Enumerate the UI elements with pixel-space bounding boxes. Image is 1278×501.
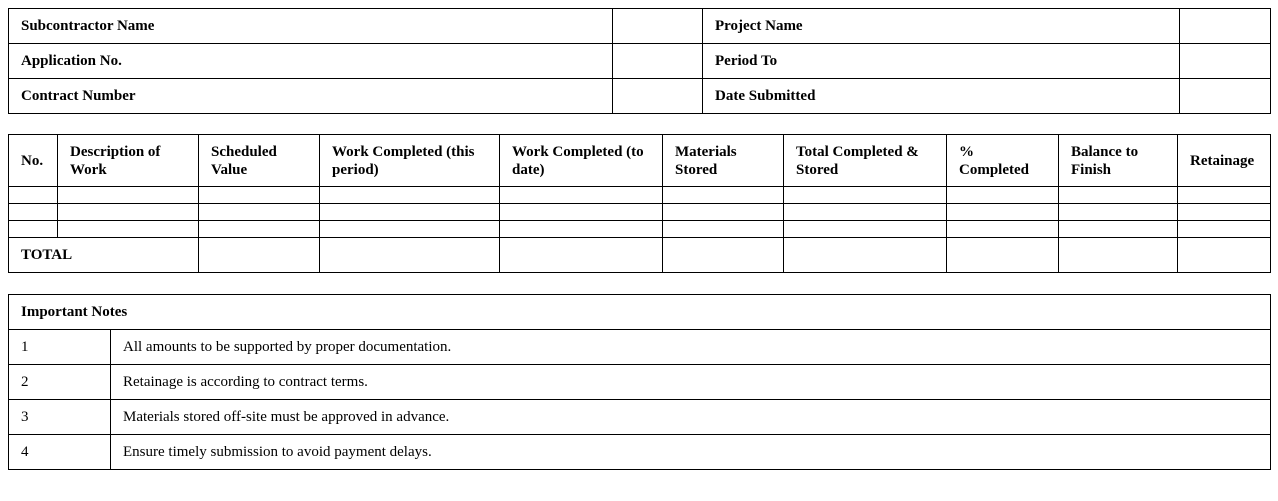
- table-cell[interactable]: [9, 187, 58, 204]
- table-cell[interactable]: [58, 204, 199, 221]
- column-header-work-completed-to-date: Work Completed (to date): [500, 135, 663, 187]
- header-row: [9, 9, 1271, 44]
- application-no-field[interactable]: [613, 44, 703, 79]
- table-cell[interactable]: [1059, 187, 1178, 204]
- note-number: 4: [9, 435, 111, 470]
- header-row: [9, 79, 1271, 114]
- date-submitted-field[interactable]: [1180, 79, 1271, 114]
- table-cell[interactable]: [784, 187, 947, 204]
- column-header-scheduled-value: Scheduled Value: [199, 135, 320, 187]
- table-cell[interactable]: [320, 221, 500, 238]
- table-cell[interactable]: [1059, 204, 1178, 221]
- subcontractor-name-label: Subcontractor Name: [9, 9, 613, 44]
- total-completed-stored[interactable]: [784, 238, 947, 273]
- table-cell[interactable]: [199, 204, 320, 221]
- note-number: 3: [9, 400, 111, 435]
- table-cell[interactable]: [199, 221, 320, 238]
- table-row: [9, 204, 1271, 221]
- table-cell[interactable]: [784, 221, 947, 238]
- note-text: Ensure timely submission to avoid payment delays.: [111, 435, 1271, 470]
- column-header-balance-to-finish: Balance to Finish: [1059, 135, 1178, 187]
- table-cell[interactable]: [500, 221, 663, 238]
- table-cell[interactable]: [58, 187, 199, 204]
- table-row: [9, 187, 1271, 204]
- contract-number-label: Contract Number: [9, 79, 613, 114]
- notes-table: [8, 294, 1271, 470]
- table-cell[interactable]: [320, 187, 500, 204]
- total-work-completed-to-date[interactable]: [500, 238, 663, 273]
- application-no-label: Application No.: [9, 44, 613, 79]
- column-header-percent-completed: % Completed: [947, 135, 1059, 187]
- note-text: All amounts to be supported by proper documentation.: [111, 330, 1271, 365]
- column-header-work-completed-period: Work Completed (this period): [320, 135, 500, 187]
- note-text: Materials stored off-site must be approved in advance.: [111, 400, 1271, 435]
- table-cell[interactable]: [663, 204, 784, 221]
- total-balance-to-finish[interactable]: [1059, 238, 1178, 273]
- table-cell[interactable]: [947, 221, 1059, 238]
- table-cell[interactable]: [663, 221, 784, 238]
- table-cell[interactable]: [663, 187, 784, 204]
- total-scheduled-value[interactable]: [199, 238, 320, 273]
- total-label: TOTAL: [9, 238, 199, 273]
- column-header-description: Description of Work: [58, 135, 199, 187]
- notes-title-row: [9, 295, 1271, 330]
- table-cell[interactable]: [320, 204, 500, 221]
- work-table-header-row: [9, 135, 1271, 187]
- table-cell[interactable]: [199, 187, 320, 204]
- header-row: [9, 44, 1271, 79]
- column-header-retainage: Retainage: [1178, 135, 1271, 187]
- table-cell[interactable]: [9, 204, 58, 221]
- table-cell[interactable]: [500, 204, 663, 221]
- date-submitted-label: Date Submitted: [703, 79, 1180, 114]
- notes-title: Important Notes: [9, 295, 1271, 330]
- contract-number-field[interactable]: [613, 79, 703, 114]
- table-cell[interactable]: [947, 187, 1059, 204]
- table-cell[interactable]: [1178, 221, 1271, 238]
- period-to-label: Period To: [703, 44, 1180, 79]
- total-work-completed-period[interactable]: [320, 238, 500, 273]
- table-cell[interactable]: [1059, 221, 1178, 238]
- note-number: 2: [9, 365, 111, 400]
- note-text: Retainage is according to contract terms.: [111, 365, 1271, 400]
- header-table: [8, 8, 1271, 114]
- table-cell[interactable]: [1178, 204, 1271, 221]
- total-row: [9, 238, 1271, 273]
- table-row: [9, 221, 1271, 238]
- work-table: [8, 134, 1271, 273]
- note-row: [9, 365, 1271, 400]
- column-header-no: No.: [9, 135, 58, 187]
- table-cell[interactable]: [9, 221, 58, 238]
- table-cell[interactable]: [500, 187, 663, 204]
- note-row: [9, 330, 1271, 365]
- table-cell[interactable]: [58, 221, 199, 238]
- note-row: [9, 435, 1271, 470]
- column-header-materials-stored: Materials Stored: [663, 135, 784, 187]
- table-cell[interactable]: [784, 204, 947, 221]
- note-number: 1: [9, 330, 111, 365]
- project-name-label: Project Name: [703, 9, 1180, 44]
- total-percent-completed[interactable]: [947, 238, 1059, 273]
- total-materials-stored[interactable]: [663, 238, 784, 273]
- note-row: [9, 400, 1271, 435]
- period-to-field[interactable]: [1180, 44, 1271, 79]
- table-cell[interactable]: [1178, 187, 1271, 204]
- subcontractor-name-field[interactable]: [613, 9, 703, 44]
- project-name-field[interactable]: [1180, 9, 1271, 44]
- table-cell[interactable]: [947, 204, 1059, 221]
- column-header-total-completed-stored: Total Completed & Stored: [784, 135, 947, 187]
- total-retainage[interactable]: [1178, 238, 1271, 273]
